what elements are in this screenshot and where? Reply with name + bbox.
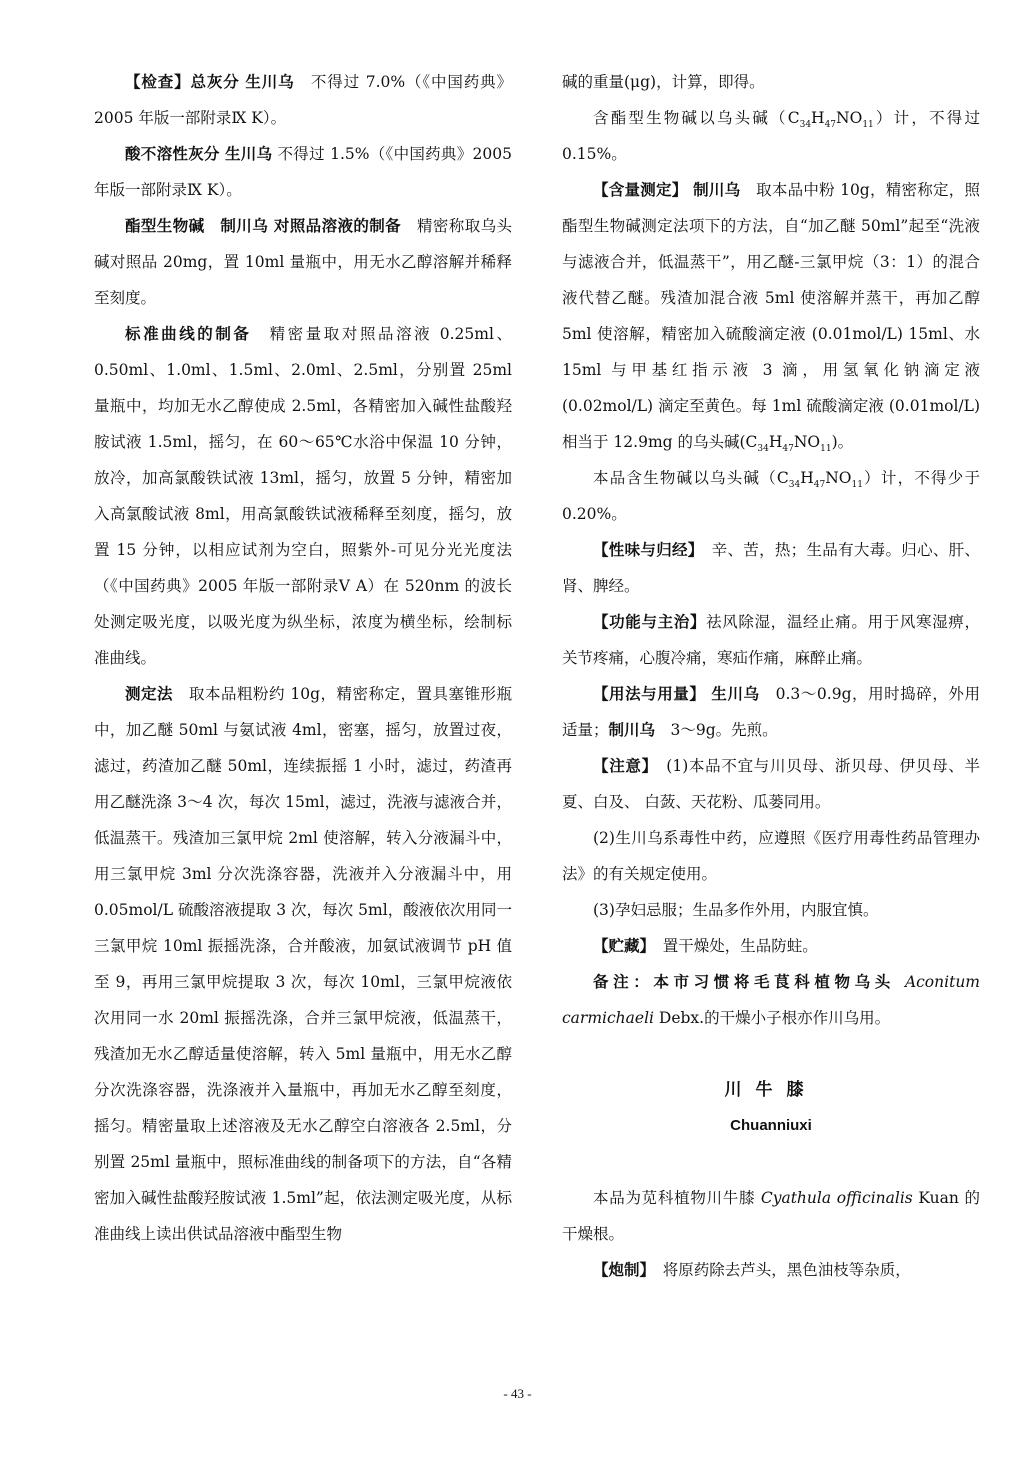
- paragraph-ester-alkaloid: [94, 208, 512, 316]
- text-segment: )。: [831, 433, 854, 451]
- heading-inspection-total-ash: 【检查】总灰分: [125, 73, 240, 91]
- paragraph-caution-1: [562, 748, 980, 820]
- subscript: 11: [862, 120, 874, 131]
- paragraph-caution-2: (2)生川乌系毒性中药，应遵照《医疗用毒性药品管理办法》的有关规定使用。: [562, 829, 980, 883]
- heading-nature-meridian: 【性味与归经】: [593, 541, 696, 559]
- heading-usage-dosage: 【用法与用量】 生川乌: [593, 685, 760, 703]
- subscript: 34: [799, 120, 812, 131]
- paragraph-text: (1)本品不宜与川贝母、浙贝母、伊贝母、半夏、白及、 白蔹、天花粉、瓜蒌同用。: [562, 757, 980, 811]
- paragraph-text: 置干燥处，生品防蛀。: [647, 937, 818, 955]
- text-segment: ）计，不得少于 0.20%。: [562, 469, 980, 523]
- text-segment: 本市习惯将毛茛科植物乌头: [653, 973, 905, 991]
- page-number: - 43 -: [503, 1386, 532, 1401]
- paragraph-text: 取本品粗粉约 10g，精密称定，置具塞锥形瓶中，加乙醚 50ml 与氨试液 4ml，密塞，摇匀，放置过夜，滤过，药渣加乙醚 50ml，连续振摇 1 小时，滤过，药渣再用乙醚洗涤 3～4 次，每次 15ml，滤过，洗液与滤液合并，低温蒸干。残渣加三氯甲烷 2ml 使溶解，转入分液漏斗中，用三氯甲烷 3ml 分次洗涤容器，洗液并入分液漏斗中，用 0.05mol/L 硫酸溶液提取 3 次，每次 5ml，酸液依次用同一三氯甲烷 10ml 振摇洗涤，合并酸液，加氨试液调节 pH 值至 9，再用三氯甲烷提取 3 次，每次 10ml，三氯甲烷液依次用同一水 20ml 振摇洗涤，合并三氯甲烷液，低温蒸干，残渣加无水乙醇适量使溶解，转入 5ml 量瓶中，用无水乙醇分次洗涤容器，洗涤液并入量瓶中，再加无水乙醇至刻度，摇匀。精密量取上述溶液及无水乙醇空白溶液各 2.5ml，分别置 25ml 量瓶中，照标准曲线的制备项下的方法，自“各精密加入碱性盐酸羟胺试液 1.5ml”起，依法测定吸光度，从标准曲线上读出供试品溶液中酯型生物: [94, 685, 512, 1243]
- paragraph-text: 精密量取对照品溶液 0.25ml、0.50ml、1.0ml、1.5ml、2.0ml、2.5ml，分别置 25ml 量瓶中，均加无水乙醇使成 2.5ml，各精密加入碱性盐酸羟胺试液 1.5ml，摇匀，在 60～65℃水浴中保温 10 分钟，放冷，加高氯酸铁试液 13ml，摇匀，放置 5 分钟，精密加入高氯酸试液 8ml，用高氯酸铁试液稀释至刻度，摇匀，放置 15 分钟，以相应试剂为空白，照紫外-可见分光光度法（《中国药典》2005 年版一部附录Ⅴ A）在 520nm 的波长处测定吸光度，以吸光度为纵坐标，浓度为横坐标，绘制标准曲线。: [94, 325, 512, 667]
- text-segment: 3～9g。先煎。: [655, 721, 778, 739]
- paragraph-storage: [562, 928, 980, 964]
- heading-ester-alkaloid: 酯型生物碱 制川乌 对照品溶液的制备: [125, 217, 402, 235]
- paragraph-source: [562, 1180, 980, 1252]
- latin-name: Aconitum carmichaeli: [562, 973, 980, 1027]
- paragraph-text: 精密称取乌头碱对照品 20mg，置 10ml 量瓶中，用无水乙醇溶解并稀释至刻度。: [94, 217, 512, 307]
- title-pinyin: Chuanniuxi: [730, 1117, 812, 1134]
- herb-raw-label: 生川乌: [224, 145, 273, 163]
- paragraph-text: 辛、苦，热；生品有大毒。归心、肝、肾、脾经。: [562, 541, 980, 595]
- subscript: 11: [820, 444, 832, 455]
- monograph-title: [562, 1072, 980, 1144]
- subscript: 47: [824, 120, 837, 131]
- subscript: 47: [782, 444, 794, 455]
- text-segment: NO: [793, 433, 821, 451]
- text-segment: NO: [836, 109, 863, 127]
- heading-remark: 备注：: [593, 973, 654, 991]
- paragraph-ester-limit: [562, 100, 980, 172]
- paragraph-text: 不得过 7.0%（《中国药典》2005 年版一部附录Ⅸ K）。: [94, 73, 512, 127]
- heading-content-assay: 【含量测定】 制川乌: [593, 181, 741, 199]
- text-segment: ）计，不得过 0.15%。: [562, 109, 980, 163]
- text-segment: NO: [825, 469, 852, 487]
- paragraph-text: 不得过 1.5%（《中国药典》2005 年版一部附录Ⅸ K）。: [94, 145, 512, 199]
- subscript: 34: [788, 480, 801, 491]
- text-segment: Debx.的干燥小子根亦作川乌用。: [653, 1009, 891, 1027]
- paragraph-assay-method: [94, 676, 512, 1252]
- heading-standard-curve: 标准曲线的制备: [125, 325, 252, 343]
- paragraph-processing: [562, 1252, 980, 1288]
- text-segment: 0.3～0.9g，用时捣碎，外用适量；: [562, 685, 980, 739]
- right-column: [562, 64, 980, 1288]
- heading-acid-insoluble-ash: 酸不溶性灰分: [125, 145, 220, 163]
- heading-assay-method: 测定法: [125, 685, 173, 703]
- paragraph-text: 祛风除湿，温经止痛。用于风寒湿痹，关节疼痛，心腹冷痛，寒疝作痛，麻醉止痛。: [562, 613, 980, 667]
- paragraph-text: 将原药除去芦头，黑色油枝等杂质，: [647, 1261, 911, 1279]
- paragraph-function-indication: [562, 604, 980, 676]
- paragraph-continued: 碱的重量(μg)，计算，即得。: [562, 73, 765, 91]
- subscript: 11: [851, 480, 863, 491]
- text-segment: 取本品中粉 10g，精密称定，照酯型生物碱测定法项下的方法，自“加乙醚 50ml”起至“洗液与滤液合并，低温蒸干”，用乙醚-三氯甲烷（3：1）的混合液代替乙醚。残渣加混合液 5ml 使溶解并蒸干，再加乙醇 5ml 使溶解，精密加入硫酸滴定液 (0.01mol/L) 15ml、水 15ml 与甲基红指示液 3 滴，用氢氧化钠滴定液 (0.02mol/L) 滴定至黄色。每 1ml 硫酸滴定液 (0.01mol/L) 相当于 12.9mg 的乌头碱(C: [562, 181, 980, 451]
- paragraph-remark: [562, 964, 980, 1036]
- title-chinese: 川牛膝: [724, 1080, 818, 1100]
- herb-processed-label: 制川乌: [608, 721, 656, 739]
- heading-function-indication: 【功能与主治】: [593, 613, 707, 631]
- paragraph-standard-curve: [94, 316, 512, 676]
- subscript: 34: [757, 444, 769, 455]
- paragraph-alkaloid-limit: [562, 460, 980, 532]
- paragraph-caution-3: (3)孕妇忌服；生品多作外用，内服宜慎。: [593, 901, 879, 919]
- text-segment: H: [811, 109, 825, 127]
- paragraph-content-assay: [562, 172, 980, 460]
- latin-name: Cyathula officinalis: [760, 1189, 913, 1207]
- paragraph-usage-dosage: [562, 676, 980, 748]
- text-segment: H: [800, 469, 814, 487]
- text-segment: H: [768, 433, 783, 451]
- subscript: 47: [813, 480, 826, 491]
- text-segment: 本品含生物碱以乌头碱（C: [593, 469, 789, 487]
- text-segment: 本品为苋科植物川牛膝: [593, 1189, 761, 1207]
- paragraph-total-ash: [94, 64, 512, 136]
- paragraph-nature-meridian: [562, 532, 980, 604]
- heading-processing: 【炮制】: [593, 1261, 648, 1279]
- left-column: [94, 64, 512, 1252]
- heading-storage: 【贮藏】: [593, 937, 648, 955]
- paragraph-acid-insoluble-ash: [94, 136, 512, 208]
- text-segment: Kuan 的干燥根。: [562, 1189, 980, 1243]
- text-segment: 含酯型生物碱以乌头碱（C: [593, 109, 800, 127]
- herb-raw-label: 生川乌: [245, 73, 295, 91]
- heading-caution: 【注意】: [593, 757, 651, 775]
